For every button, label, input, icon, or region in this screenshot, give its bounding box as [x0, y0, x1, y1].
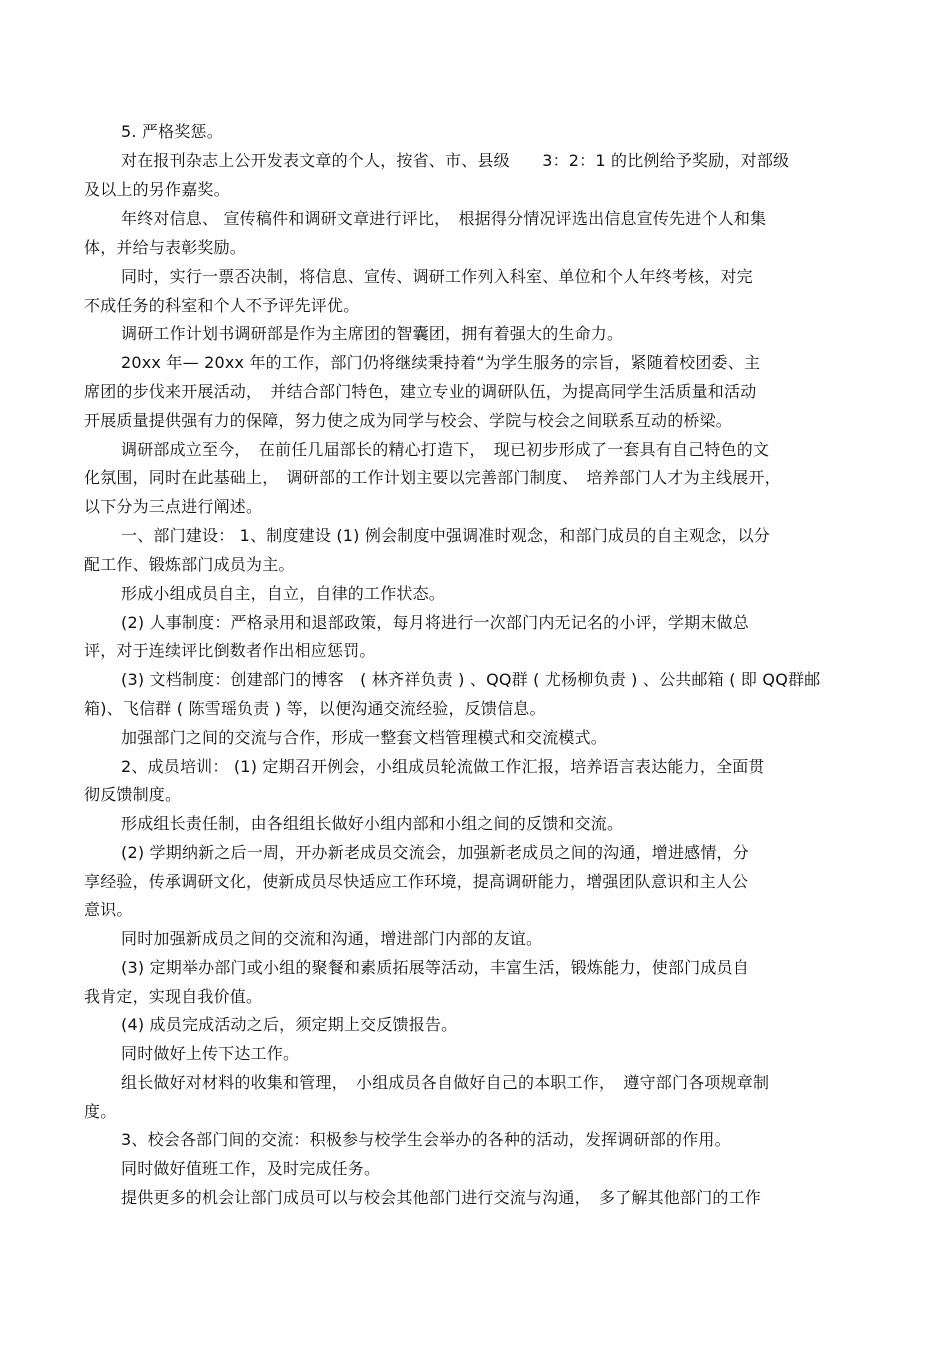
- text-line: 年终对信息、 宣传稿件和调研文章进行评比， 根据得分情况评选出信息宣传先进个人和集: [121, 209, 767, 228]
- text-line: (3) 定期举办部门或小组的聚餐和素质拓展等活动，丰富生活，锻炼能力，使部门成员自: [121, 958, 749, 977]
- text-line: (2) 人事制度：严格录用和退部政策，每月将进行一次部门内无记名的小评，学期末做总: [121, 613, 749, 632]
- text-line: 及以上的另作嘉奖。: [84, 180, 230, 199]
- text-line: 彻反馈制度。: [84, 785, 182, 804]
- text-line: 我肯定，实现自我价值。: [84, 987, 263, 1006]
- text-line: (2) 学期纳新之后一周，开办新老成员交流会，加强新老成员之间的沟通，增进感情，分: [121, 843, 749, 862]
- text-line: 2、成员培训： (1) 定期召开例会，小组成员轮流做工作汇报，培养语言表达能力，全面贯: [121, 757, 765, 776]
- text-line: 化氛围，同时在此基础上， 调研部的工作计划主要以完善部门制度、 培养部门人才为主线展开，: [84, 468, 781, 487]
- text-line: 箱)、飞信群 ( 陈雪瑶负责 ) 等，以便沟通交流经验，反馈信息。: [84, 699, 546, 718]
- text-line: 3、校会各部门间的交流：积极参与校学生会举办的各种的活动，发挥调研部的作用。: [121, 1130, 731, 1149]
- text-line: (4) 成员完成活动之后，须定期上交反馈报告。: [121, 1015, 458, 1034]
- text-line: 组长做好对材料的收集和管理， 小组成员各自做好自己的本职工作， 遵守部门各项规章制: [121, 1073, 770, 1092]
- text-line: 调研部成立至今， 在前任几届部长的精心打造下， 现已初步形成了一套具有自己特色的文: [121, 440, 770, 459]
- text-line: 调研工作计划书调研部是作为主席团的智囊团，拥有着强大的生命力。: [121, 324, 624, 343]
- text-line: 不成任务的科室和个人不予评先评优。: [84, 296, 360, 315]
- text-line: 加强部门之间的交流与合作，形成一整套文档管理模式和交流模式。: [121, 728, 608, 747]
- text-line: 对在报刊杂志上公开发表文章的个人，按省、市、县级 3：2：1 的比例给予奖励，对部级: [121, 151, 790, 170]
- text-line: 形成组长责任制，由各组组长做好小组内部和小组之间的反馈和交流。: [121, 814, 624, 833]
- text-line: 享经验，传承调研文化，使新成员尽快适应工作环境，提高调研能力，增强团队意识和主人公: [84, 872, 749, 891]
- text-line: (3) 文档制度：创建部门的博客 ( 林齐祥负责 ) 、QQ群 ( 尤杨柳负责 ) 、公共邮箱 ( 即 QQ群邮: [121, 670, 821, 689]
- text-line: 以下分为三点进行阐述。: [84, 497, 263, 516]
- text-line: 同时做好上传下达工作。: [121, 1044, 300, 1063]
- text-line: 席团的步伐来开展活动， 并结合部门特色，建立专业的调研队伍，为提高同学生活质量和活动: [84, 382, 757, 401]
- text-line: 形成小组成员自主，自立，自律的工作状态。: [121, 584, 446, 603]
- text-line: 评，对于连续评比倒数者作出相应惩罚。: [84, 641, 376, 660]
- text-line: 体，并给与表彰奖励。: [84, 238, 247, 257]
- text-line: 同时做好值班工作，及时完成任务。: [121, 1159, 381, 1178]
- text-line: 提供更多的机会让部门成员可以与校会其他部门进行交流与沟通， 多了解其他部门的工作: [121, 1188, 762, 1207]
- text-line: 配工作、锻炼部门成员为主。: [84, 555, 295, 574]
- text-line: 度。: [84, 1102, 117, 1121]
- text-line: 开展质量提供强有力的保障，努力使之成为同学与校会、学院与校会之间联系互动的桥梁。: [84, 411, 733, 430]
- text-line: 同时，实行一票否决制，将信息、宣传、调研工作列入科室、单位和个人年终考核，对完: [121, 267, 753, 286]
- text-line: 一、部门建设： 1、制度建设 (1) 例会制度中强调准时观念，和部门成员的自主观念，以分: [121, 526, 770, 545]
- text-line: 意识。: [84, 900, 133, 919]
- text-line: 5. 严格奖惩。: [121, 122, 223, 141]
- text-line: 20xx 年— 20xx 年的工作，部门仍将继续秉持着“为学生服务的宗旨，紧随着校团委、主: [121, 353, 761, 372]
- text-line: 同时加强新成员之间的交流和沟通，增进部门内部的友谊。: [121, 929, 543, 948]
